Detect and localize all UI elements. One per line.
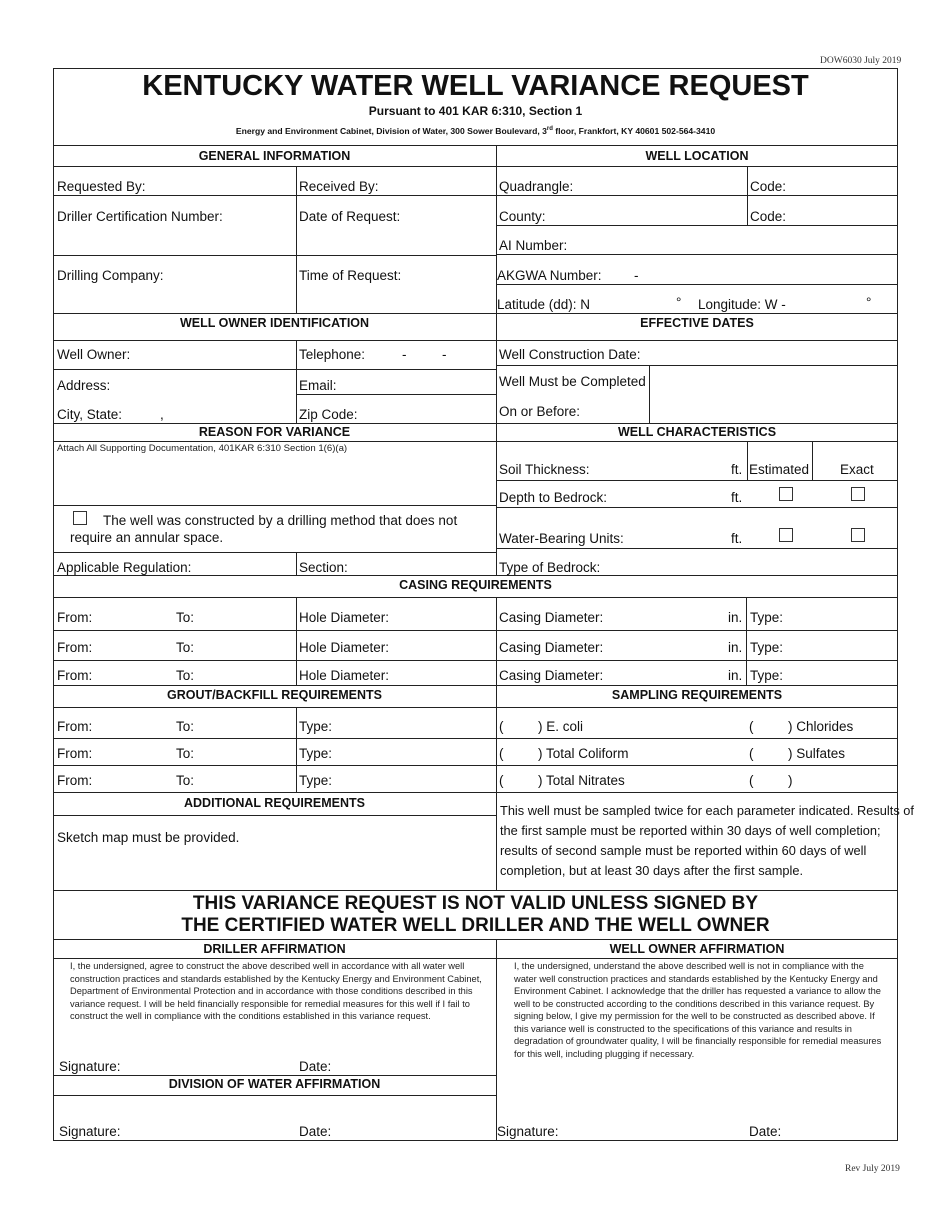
- chlorides-label: ) Chlorides: [788, 719, 854, 734]
- column-divider: [496, 145, 497, 576]
- divider: [53, 958, 898, 959]
- cell-divider: [296, 552, 297, 575]
- owner-affirmation-text: I, the undersigned, understand the above described well is not in compliance with the water well construction practices and standards established by the Kentucky Energy and Environment Cabinet. I acknowledge that the driller has requested a variance to allow the well to be constructed according to the conditions described in this variance request. By signing below, I give my permission for the well to be constructed as described above. If this variance well is constructed to the specifications of this variance and results in degradation of groundwater quality, I will be financially responsible for remedial measures for this well, including plugging if necessary.: [514, 961, 882, 1059]
- divider: [53, 597, 898, 598]
- cell-divider: [296, 707, 297, 792]
- row-line: [496, 441, 898, 442]
- well-owner-label[interactable]: Well Owner:: [57, 347, 131, 362]
- latitude-label[interactable]: Latitude (dd): N: [497, 297, 591, 312]
- applicable-regulation-label[interactable]: Applicable Regulation:: [57, 560, 192, 575]
- sampling-header: SAMPLING REQUIREMENTS: [611, 688, 783, 702]
- row-line: [496, 340, 898, 341]
- driller-affirmation-header: DRILLER AFFIRMATION: [203, 942, 346, 956]
- form-code: DOW6030 July 2019: [820, 56, 902, 66]
- row-line: [53, 195, 496, 196]
- casing-in-unit: in.: [728, 610, 743, 625]
- hole-diameter-label[interactable]: Hole Diameter:: [299, 610, 390, 625]
- casing-header: CASING REQUIREMENTS: [399, 578, 552, 592]
- divider: [53, 423, 898, 424]
- owner-date-label[interactable]: Date:: [749, 1124, 782, 1139]
- sampling-note-line-3: results of second sample must be reported within 60 days of well: [500, 843, 867, 858]
- column-divider: [496, 939, 497, 1141]
- type-of-bedrock-label[interactable]: Type of Bedrock:: [499, 560, 601, 575]
- casing-in-unit: in.: [728, 640, 743, 655]
- email-label[interactable]: Email:: [299, 378, 337, 393]
- depth-estimated-checkbox[interactable]: [779, 487, 793, 501]
- grout-header: GROUT/BACKFILL REQUIREMENTS: [166, 688, 383, 702]
- agency-address: Energy and Environment Cabinet, Division of Water, 300 Sower Boulevard, 3rd floor, Frankfort, KY 40601 502-564-3410: [235, 126, 716, 136]
- sampling-note-line-4: completion, but at least 30 days after the first sample.: [500, 863, 804, 878]
- divider: [53, 313, 898, 314]
- water-exact-checkbox[interactable]: [851, 528, 865, 542]
- county-label[interactable]: County:: [499, 209, 546, 224]
- sampling-note-line-1: This well must be sampled twice for each parameter indicated. Results of: [500, 803, 914, 818]
- column-divider: [496, 597, 497, 890]
- division-signature-label[interactable]: Signature:: [59, 1124, 121, 1139]
- well-characteristics-header: WELL CHARACTERISTICS: [617, 425, 777, 439]
- depth-exact-checkbox[interactable]: [851, 487, 865, 501]
- drilling-company-label[interactable]: Drilling Company:: [57, 268, 164, 283]
- akgwa-dash: -: [634, 268, 639, 283]
- estimated-column-label: Estimated: [749, 462, 810, 477]
- divider: [53, 575, 898, 576]
- casing-type-label[interactable]: Type:: [750, 610, 784, 625]
- requested-by-label[interactable]: Requested By:: [57, 179, 146, 194]
- casing-to-label[interactable]: To:: [176, 668, 195, 683]
- general-info-header: GENERAL INFORMATION: [198, 149, 351, 163]
- depth-ft-unit: ft.: [731, 490, 743, 505]
- water-ft-unit: ft.: [731, 531, 743, 546]
- cell-divider: [812, 441, 813, 480]
- soil-ft-unit: ft.: [731, 462, 743, 477]
- exact-column-label: Exact: [840, 462, 874, 477]
- grout-from-label[interactable]: From:: [57, 773, 93, 788]
- cell-divider: [747, 441, 748, 480]
- nitrates-open-paren[interactable]: (: [499, 773, 504, 788]
- annular-space-text-1: The well was constructed by a drilling method that does not: [103, 513, 458, 528]
- attach-note: Attach All Supporting Documentation, 401KAR 6:310 Section 1(6)(a): [57, 443, 348, 454]
- effective-dates-header: EFFECTIVE DATES: [640, 316, 754, 330]
- casing-type-label[interactable]: Type:: [750, 640, 784, 655]
- well-owner-header: WELL OWNER IDENTIFICATION: [179, 316, 370, 330]
- divider: [53, 685, 898, 686]
- longitude-label[interactable]: Longitude: W -: [698, 297, 786, 312]
- ai-number-label[interactable]: AI Number:: [499, 238, 568, 253]
- row-line: [53, 552, 496, 553]
- row-line: [53, 738, 898, 739]
- casing-from-label[interactable]: From:: [57, 610, 93, 625]
- cell-divider: [296, 340, 297, 423]
- casing-in-unit: in.: [728, 668, 743, 683]
- ecoli-open-paren[interactable]: (: [499, 719, 504, 734]
- annular-space-checkbox[interactable]: [73, 511, 87, 525]
- hole-diameter-label[interactable]: Hole Diameter:: [299, 668, 390, 683]
- row-line: [53, 792, 898, 793]
- row-line: [296, 394, 496, 395]
- zip-code-label[interactable]: Zip Code:: [299, 407, 358, 422]
- construction-date-label[interactable]: Well Construction Date:: [499, 347, 641, 362]
- row-line: [496, 195, 898, 196]
- well-location-header: WELL LOCATION: [645, 149, 749, 163]
- validity-notice-line-2: THE CERTIFIED WATER WELL DRILLER AND THE WELL OWNER: [181, 915, 770, 936]
- sampling-note-line-2: the first sample must be reported within 30 days of well completion;: [500, 823, 881, 838]
- row-line: [53, 340, 496, 341]
- quadrangle-code-label[interactable]: Code:: [750, 179, 787, 194]
- owner-signature-label[interactable]: Signature:: [497, 1124, 559, 1139]
- casing-diameter-label[interactable]: Casing Diameter:: [499, 668, 604, 683]
- row-line: [496, 284, 898, 285]
- date-of-request-label[interactable]: Date of Request:: [299, 209, 401, 224]
- row-line: [53, 441, 496, 442]
- coliform-open-paren[interactable]: (: [499, 746, 504, 761]
- validity-notice-line-1: THIS VARIANCE REQUEST IS NOT VALID UNLESS SIGNED BY: [192, 893, 759, 914]
- grout-type-label[interactable]: Type:: [299, 773, 333, 788]
- row-line: [496, 365, 898, 366]
- sulfates-label: ) Sulfates: [788, 746, 846, 761]
- divider: [53, 707, 898, 708]
- row-line: [53, 1095, 496, 1096]
- cell-divider: [746, 597, 747, 685]
- divider: [53, 890, 898, 891]
- divider: [53, 939, 898, 940]
- revision-note: Rev July 2019: [845, 1164, 900, 1174]
- grout-from-label[interactable]: From:: [57, 746, 93, 761]
- annular-space-text-2: require an annular space.: [70, 530, 224, 545]
- akgwa-number-label[interactable]: AKGWA Number:: [497, 268, 602, 283]
- form-subtitle: Pursuant to 401 KAR 6:310, Section 1: [368, 104, 583, 118]
- row-line: [53, 1075, 496, 1076]
- grout-to-label[interactable]: To:: [176, 746, 195, 761]
- driller-signature-label[interactable]: Signature:: [59, 1059, 121, 1074]
- row-line: [53, 815, 496, 816]
- sketch-map-note: Sketch map must be provided.: [57, 830, 240, 845]
- casing-to-label[interactable]: To:: [176, 640, 195, 655]
- row-line: [53, 369, 496, 370]
- row-line: [496, 480, 898, 481]
- row-line: [53, 630, 898, 631]
- owner-affirmation-header: WELL OWNER AFFIRMATION: [609, 942, 785, 956]
- water-bearing-units-label[interactable]: Water-Bearing Units:: [499, 531, 624, 546]
- soil-thickness-label[interactable]: Soil Thickness:: [499, 462, 590, 477]
- hole-diameter-label[interactable]: Hole Diameter:: [299, 640, 390, 655]
- chlorides-open-paren[interactable]: (: [749, 719, 754, 734]
- additional-header: ADDITIONAL REQUIREMENTS: [183, 796, 366, 810]
- county-code-label[interactable]: Code:: [750, 209, 787, 224]
- casing-diameter-label[interactable]: Casing Diameter:: [499, 640, 604, 655]
- section-label[interactable]: Section:: [299, 560, 348, 575]
- telephone-dash-1: -: [402, 347, 407, 362]
- time-of-request-label[interactable]: Time of Request:: [299, 268, 402, 283]
- city-state-label[interactable]: City, State:: [57, 407, 123, 422]
- grout-type-label[interactable]: Type:: [299, 746, 333, 761]
- casing-to-label[interactable]: To:: [176, 610, 195, 625]
- divider: [53, 145, 898, 146]
- latitude-degree: °: [676, 295, 682, 310]
- row-line: [53, 660, 898, 661]
- row-line: [53, 255, 496, 256]
- grout-to-label[interactable]: To:: [176, 773, 195, 788]
- grout-to-label[interactable]: To:: [176, 719, 195, 734]
- grout-type-label[interactable]: Type:: [299, 719, 333, 734]
- reason-header: REASON FOR VARIANCE: [198, 425, 351, 439]
- grout-from-label[interactable]: From:: [57, 719, 93, 734]
- telephone-label[interactable]: Telephone:: [299, 347, 366, 362]
- blank-open-paren[interactable]: (: [749, 773, 754, 788]
- row-line: [496, 225, 898, 226]
- driller-affirmation-text: I, the undersigned, agree to construct the above described well in accordance with all water well construction practices and standards established by the Kentucky Energy and Environment Cabinet, Department of Environmental Protection and in accordance with those conditions described in this variance request. I will be held financially responsible for remedial measures for this well if I fail to construct the well in compliance with the conditions established in this variance request.: [70, 961, 482, 1021]
- depth-to-bedrock-label[interactable]: Depth to Bedrock:: [499, 490, 608, 505]
- divider: [53, 166, 898, 167]
- nitrates-label: ) Total Nitrates: [538, 773, 625, 788]
- coliform-label: ) Total Coliform: [538, 746, 629, 761]
- received-by-label[interactable]: Received By:: [299, 179, 379, 194]
- blank-close-paren: ): [788, 773, 793, 788]
- longitude-degree: °: [866, 295, 872, 310]
- city-state-comma: ,: [160, 407, 164, 422]
- row-line: [496, 548, 898, 549]
- form-title: KENTUCKY WATER WELL VARIANCE REQUEST: [142, 70, 809, 102]
- cell-divider: [747, 166, 748, 225]
- casing-type-label[interactable]: Type:: [750, 668, 784, 683]
- cell-divider: [649, 365, 650, 423]
- quadrangle-label[interactable]: Quadrangle:: [499, 179, 574, 194]
- row-line: [496, 254, 898, 255]
- on-or-before-label[interactable]: On or Before:: [499, 404, 581, 419]
- water-estimated-checkbox[interactable]: [779, 528, 793, 542]
- cell-divider: [296, 597, 297, 685]
- must-complete-label: Well Must be Completed: [499, 374, 646, 389]
- row-line: [53, 505, 496, 506]
- ecoli-label: ) E. coli: [538, 719, 584, 734]
- casing-diameter-label[interactable]: Casing Diameter:: [499, 610, 604, 625]
- casing-from-label[interactable]: From:: [57, 640, 93, 655]
- division-affirmation-header: DIVISION OF WATER AFFIRMATION: [168, 1077, 381, 1091]
- row-line: [496, 507, 898, 508]
- casing-from-label[interactable]: From:: [57, 668, 93, 683]
- division-date-label[interactable]: Date:: [299, 1124, 332, 1139]
- address-label[interactable]: Address:: [57, 378, 111, 393]
- telephone-dash-2: -: [442, 347, 447, 362]
- driller-cert-label[interactable]: Driller Certification Number:: [57, 209, 223, 224]
- row-line: [53, 765, 898, 766]
- driller-date-label[interactable]: Date:: [299, 1059, 332, 1074]
- cell-divider: [296, 166, 297, 313]
- sulfates-open-paren[interactable]: (: [749, 746, 754, 761]
